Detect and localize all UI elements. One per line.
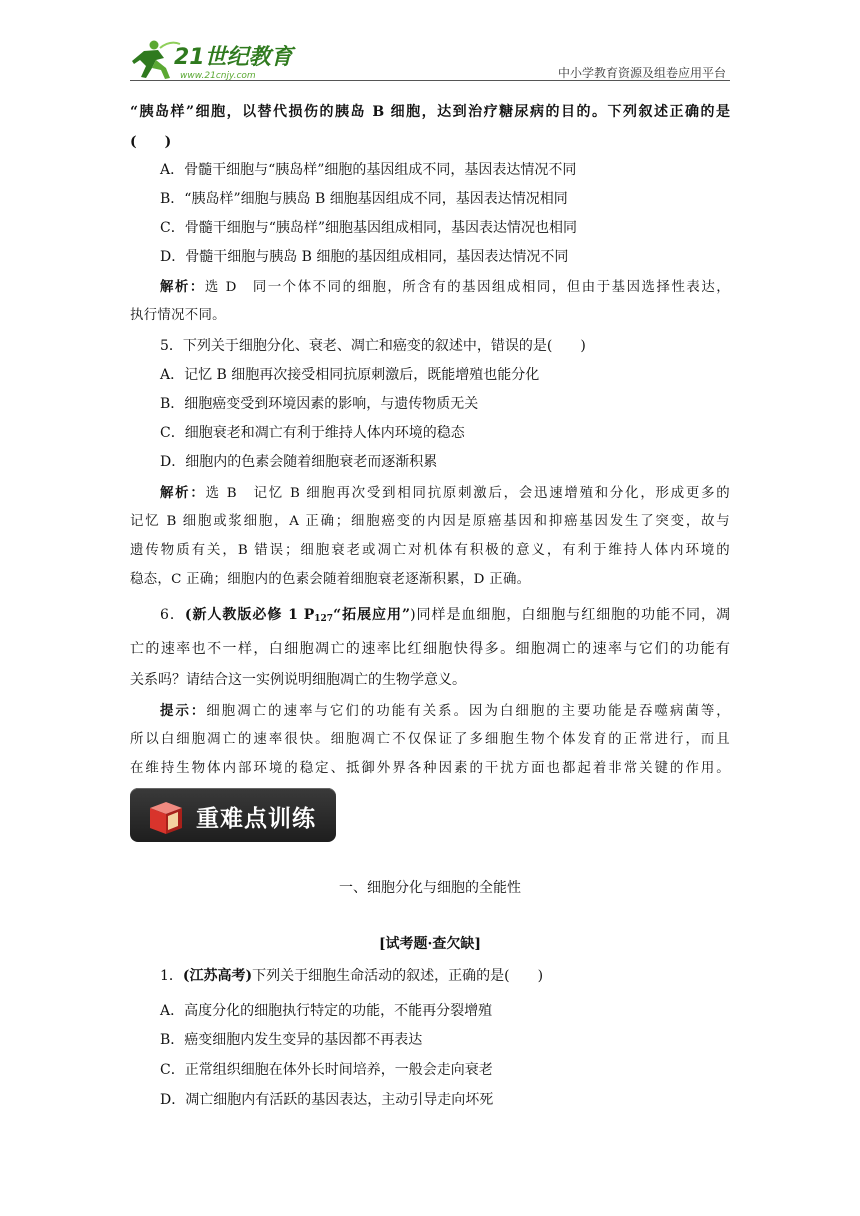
q6-hint-line2: 所以白细胞凋亡的速率很快。细胞凋亡不仅保证了多细胞生物个体发育的正常进行，而且 xyxy=(130,732,730,747)
q1-number: 1． xyxy=(160,968,183,984)
q6-number: 6． xyxy=(160,607,185,623)
q5-analysis-line3: 遗传物质有关，B 错误；细胞衰老或凋亡对机体有积极的意义，有利于维持人体内环境的 xyxy=(130,543,730,558)
book-stack-icon xyxy=(144,796,188,836)
q4-option-b: B．“胰岛样”细胞与胰岛 B 细胞基因组成不同，基因表达情况相同 xyxy=(160,191,568,207)
q4-analysis-line2: 执行情况不同。 xyxy=(130,308,226,323)
q5-option-d: D．细胞内的色素会随着细胞衰老而逐渐积累 xyxy=(160,454,438,470)
q5-analysis-line4: 稳态，C 正确；细胞内的色素会随着细胞衰老逐渐积累，D 正确。 xyxy=(130,572,531,587)
q1-option-a: A．高度分化的细胞执行特定的功能，不能再分裂增殖 xyxy=(160,1003,493,1019)
q5-option-c: C．细胞衰老和凋亡有利于维持人体内环境的稳态 xyxy=(160,425,465,441)
q6-stem-text: )同样是血细胞，白细胞与红细胞的功能不同，凋 xyxy=(410,607,730,623)
q4-option-c: C．骨髓干细胞与“胰岛样”细胞基因组成相同，基因表达情况也相同 xyxy=(160,220,578,236)
q6-hint-text: 细胞凋亡的速率与它们的功能有关系。因为白细胞的主要功能是吞噬病菌等， xyxy=(206,704,730,719)
q5-stem: 5．下列关于细胞分化、衰老、凋亡和癌变的叙述中，错误的是( ) xyxy=(160,338,586,354)
q4-stem-line2: ( ) xyxy=(130,134,172,150)
q5-analysis-line1 xyxy=(160,483,730,504)
section-title: 一、细胞分化与细胞的全能性 xyxy=(339,880,521,896)
q6-stem-line3: 关系吗？请结合这一实例说明细胞凋亡的生物学意义。 xyxy=(130,672,466,688)
header-divider xyxy=(130,80,730,81)
q5-analysis-label: 解析： xyxy=(160,485,206,501)
q5-option-a: A．记忆 B 细胞再次接受相同抗原刺激后，既能增殖也能分化 xyxy=(160,367,540,383)
q1-stem xyxy=(160,966,543,986)
site-logo xyxy=(130,38,300,82)
banner-title: 重难点训练 xyxy=(196,806,316,832)
q1-option-b: B．癌变细胞内发生变异的基因都不再表达 xyxy=(160,1032,423,1048)
q4-analysis-line1 xyxy=(160,277,730,298)
q4-analysis-label: 解析： xyxy=(160,279,205,295)
q6-stem-line1 xyxy=(160,605,730,629)
q1-option-c: C．正常组织细胞在体外长时间培养，一般会走向衰老 xyxy=(160,1062,493,1078)
q4-option-d: D．骨髓干细胞与胰岛 B 细胞的基因组成相同，基因表达情况不同 xyxy=(160,249,569,265)
q5-analysis-text: 选 B 记忆 B 细胞再次受到相同抗原刺激后，会迅速增殖和分化，形成更多的 xyxy=(205,486,730,501)
platform-name: 中小学教育资源及组卷应用平台 xyxy=(557,66,726,80)
q6-source: (新人教版必修 1 $P_{127}“$拓展应用” xyxy=(184,607,411,624)
q6-hint-line1 xyxy=(160,701,730,722)
q4-analysis-text: 选 D 同一个体不同的细胞，所含有的基因组成相同，但由于基因选择性表达， xyxy=(204,280,730,295)
section-banner xyxy=(130,788,336,842)
q6-hint-line3: 在维持生物体内部环境的稳定、抵御外界各种因素的干扰方面也都起着非常关键的作用。 xyxy=(130,761,730,776)
svg-text:21世纪教育: 21世纪教育 xyxy=(174,45,293,70)
q1-source: (江苏高考) xyxy=(182,968,253,984)
q5-analysis-line2: 记忆 B 细胞或浆细胞，A 正确；细胞癌变的内因是原癌基因和抑癌基因发生了突变，故与 xyxy=(130,514,730,529)
section-subtitle: [试考题·查欠缺] xyxy=(378,936,482,952)
svg-text:www.21cnjy.com: www.21cnjy.com xyxy=(180,71,256,81)
page-header xyxy=(130,34,730,84)
q4-option-a: A．骨髓干细胞与“胰岛样”细胞的基因组成不同，基因表达情况不同 xyxy=(160,162,577,178)
q4-stem-line1: “胰岛样”细胞，以替代损伤的胰岛 B 细胞，达到治疗糖尿病的目的。下列叙述正确的是 xyxy=(130,104,730,120)
q1-option-d: D．凋亡细胞内有活跃的基因表达，主动引导走向坏死 xyxy=(160,1092,494,1108)
q6-hint-label: 提示： xyxy=(160,703,207,719)
q6-stem-line2: 亡的速率也不一样，白细胞凋亡的速率比红细胞快得多。细胞凋亡的速率与它们的功能有 xyxy=(130,641,730,657)
q5-option-b: B．细胞癌变受到环境因素的影响，与遗传物质无关 xyxy=(160,396,479,412)
q1-stem-text: 下列关于细胞生命活动的叙述，正确的是( ) xyxy=(252,968,544,984)
